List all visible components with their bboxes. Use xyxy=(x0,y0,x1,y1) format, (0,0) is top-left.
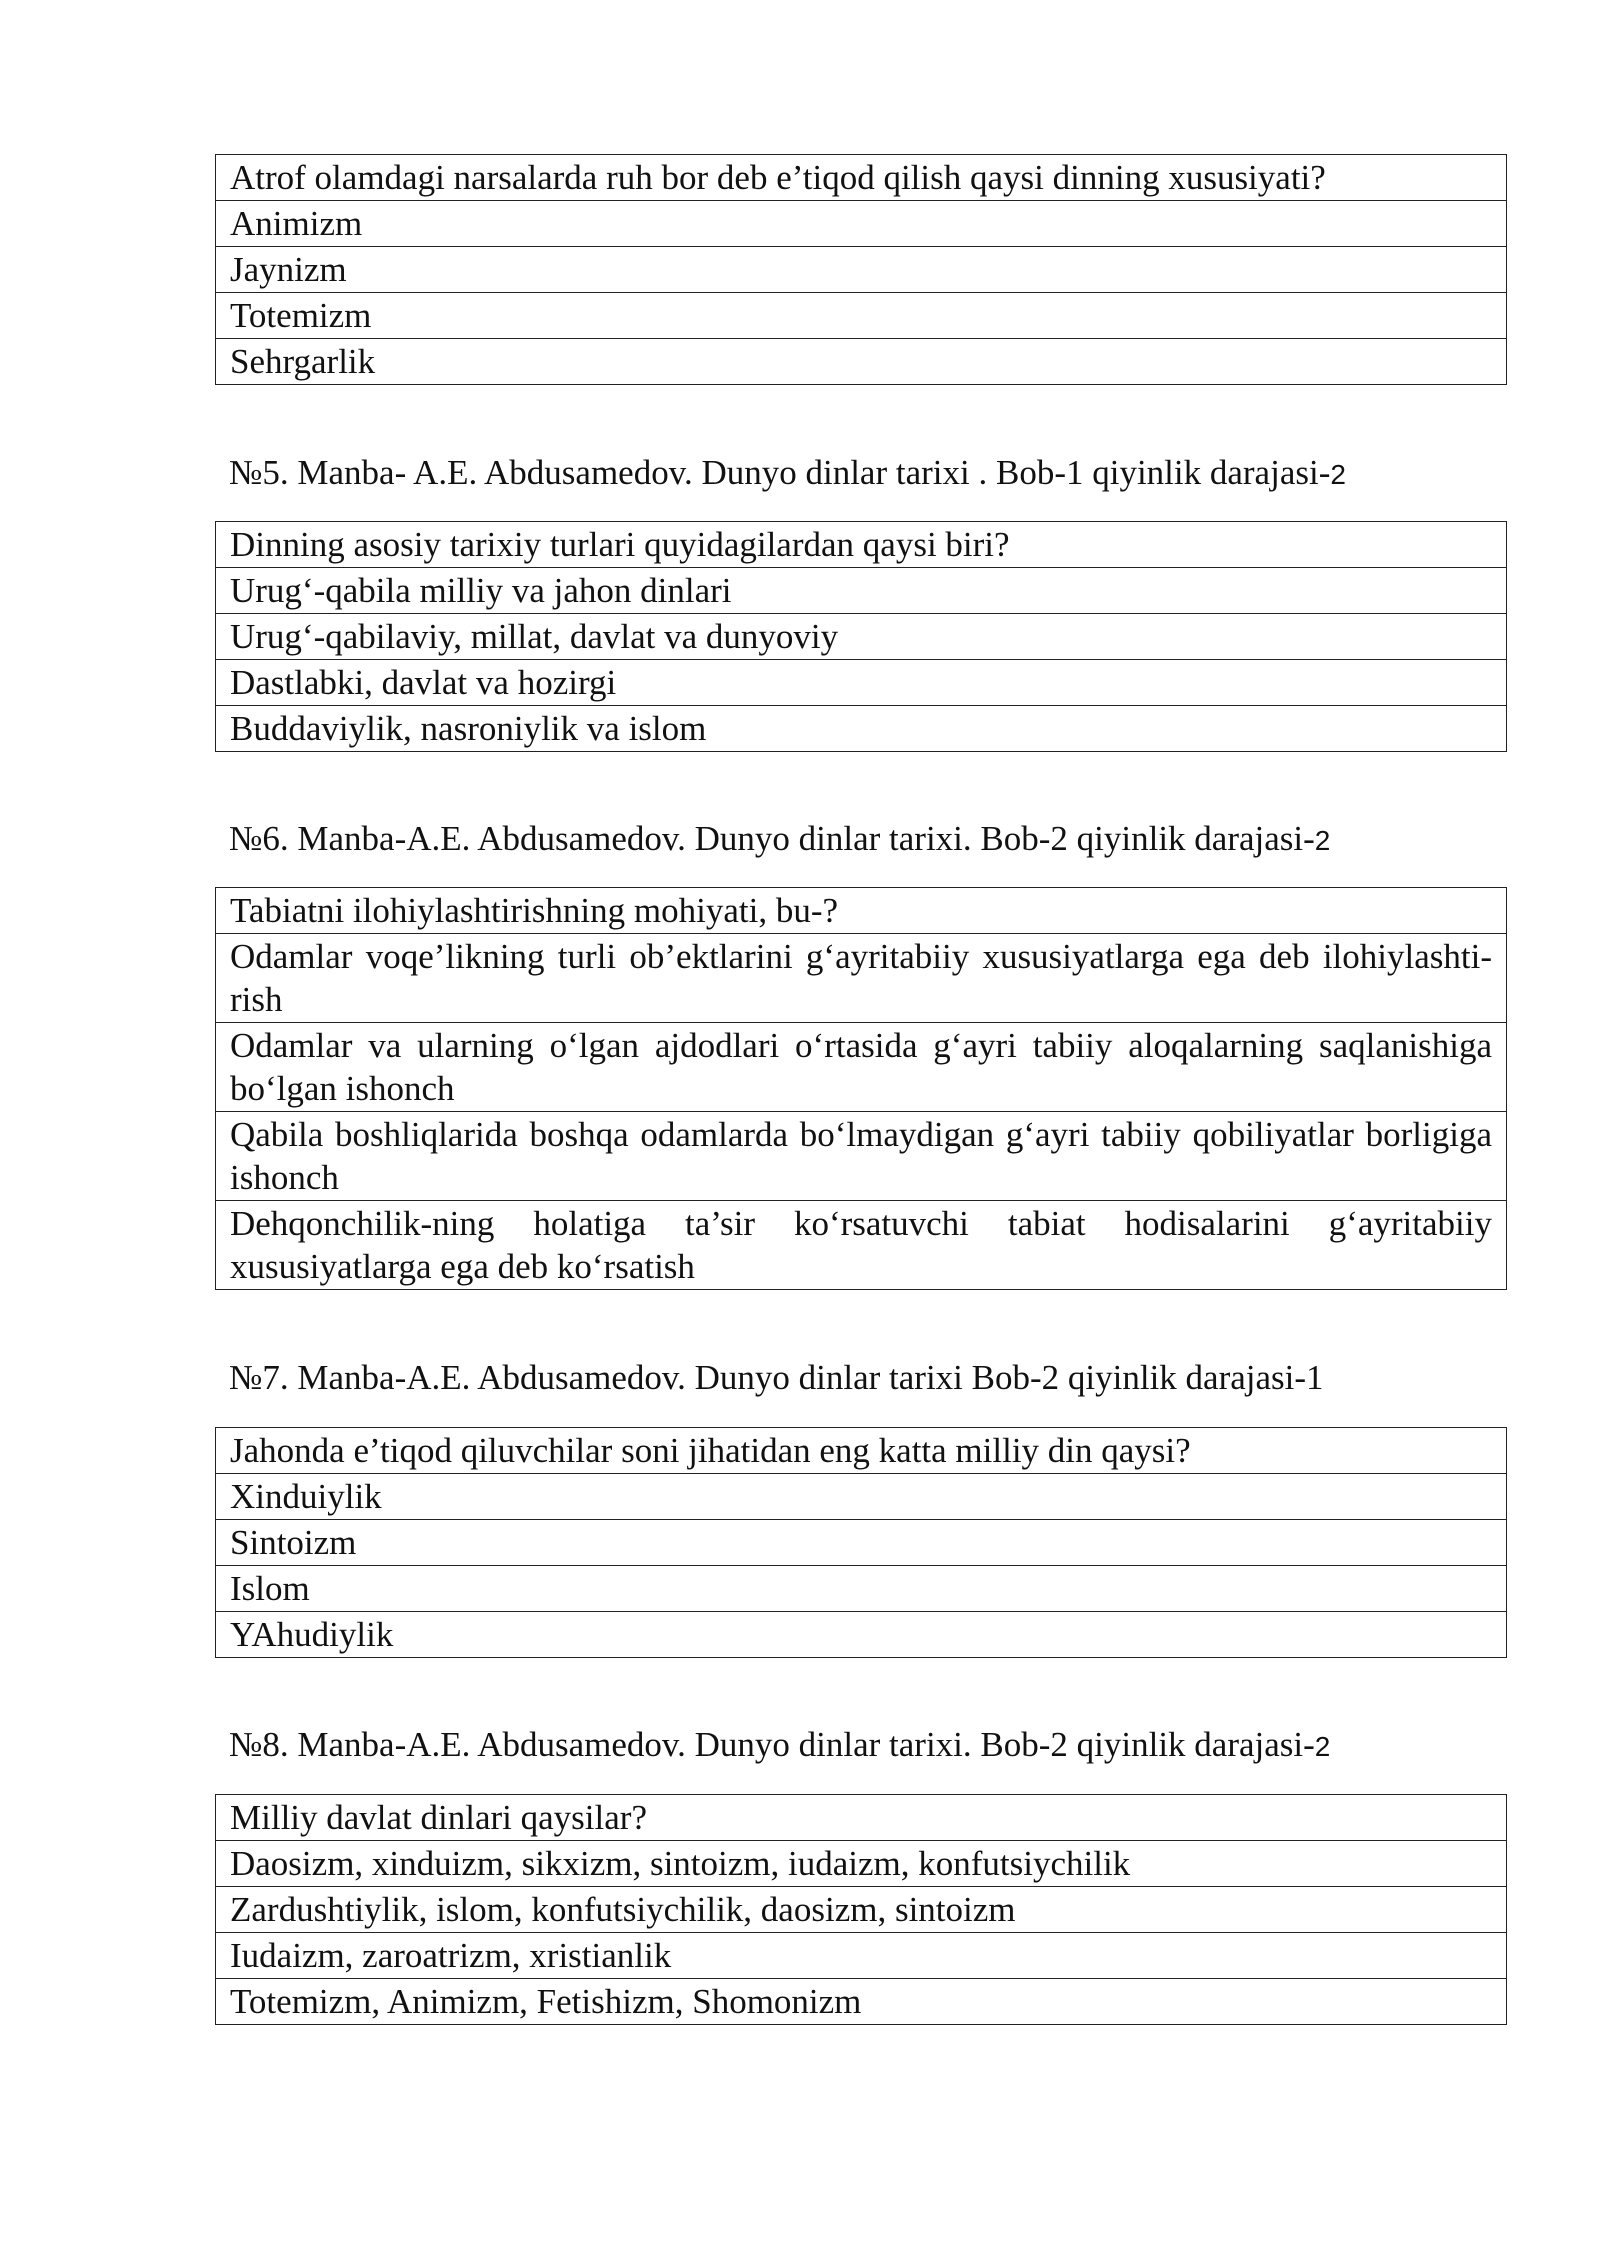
answer-option: Iudaizm, zaroatrizm, xristianlik xyxy=(216,1933,1507,1979)
question-text: Milliy davlat dinlari qaysilar? xyxy=(216,1795,1507,1841)
question-heading-7 xyxy=(229,1357,1324,1401)
answer-option: Urug‘-qabilaviy, millat, davlat va dunyoviy xyxy=(216,614,1507,660)
answer-option: Jaynizm xyxy=(216,247,1507,293)
question-heading-5 xyxy=(229,452,1346,496)
answer-option: Dehqonchilik-ning holatiga ta’sir ko‘rsatuvchi tabiat hodisalarini g‘ayritabiiy xususiyatlarga ega deb ko‘rsatish xyxy=(216,1201,1507,1290)
difficulty-level: 2 xyxy=(1330,459,1346,490)
heading-text: №7. Manba-A.E. Abdusamedov. Dunyo dinlar tarixi Bob-2 qiyinlik darajasi-1 xyxy=(229,1358,1324,1397)
answer-option: Dastlabki, davlat va hozirgi xyxy=(216,660,1507,706)
question-text: Dinning asosiy tarixiy turlari quyidagilardan qaysi biri? xyxy=(216,522,1507,568)
answer-option: Xinduiylik xyxy=(216,1474,1507,1520)
heading-text: №8. Manba-A.E. Abdusamedov. Dunyo dinlar tarixi. Bob-2 qiyinlik darajasi- xyxy=(229,1725,1315,1764)
difficulty-level: 2 xyxy=(1314,825,1331,856)
question-text: Tabiatni ilohiylashtirishning mohiyati, bu-? xyxy=(216,888,1507,934)
heading-text: №5. Manba- A.E. Abdusamedov. Dunyo dinlar tarixi . Bob-1 qiyinlik darajasi- xyxy=(229,453,1331,492)
question-table-5 xyxy=(215,521,1507,752)
question-heading-8 xyxy=(229,1724,1330,1768)
answer-option: Qabila boshliqlarida boshqa odamlarda bo‘lmaydigan g‘ayri tabiiy qobiliyatlar borligiga ishonch xyxy=(216,1112,1507,1201)
question-text: Jahonda e’tiqod qiluvchilar soni jihatidan eng katta milliy din qaysi? xyxy=(216,1428,1507,1474)
question-table-6 xyxy=(215,887,1507,1290)
answer-option: Odamlar voqe’likning turli ob’ektlarini g‘ayritabiiy xususiyatlarga ega deb ilohiylashti-rish xyxy=(216,934,1507,1023)
answer-option: Sehrgarlik xyxy=(216,339,1507,385)
answer-option: Buddaviylik, nasroniylik va islom xyxy=(216,706,1507,752)
answer-option: Zardushtiylik, islom, konfutsiychilik, daosizm, sintoizm xyxy=(216,1887,1507,1933)
question-table-1 xyxy=(215,154,1507,385)
answer-option: YAhudiylik xyxy=(216,1612,1507,1658)
answer-option: Animizm xyxy=(216,201,1507,247)
answer-option: Odamlar va ularning o‘lgan ajdodlari o‘rtasida g‘ayri tabiiy aloqalarning saqlanishiga bo‘lgan ishonch xyxy=(216,1023,1507,1112)
answer-option: Urug‘-qabila milliy va jahon dinlari xyxy=(216,568,1507,614)
question-table-7 xyxy=(215,1427,1507,1658)
question-heading-6 xyxy=(229,818,1330,862)
question-text: Atrof olamdagi narsalarda ruh bor deb e’tiqod qilish qaysi dinning xususiyati? xyxy=(216,155,1507,201)
answer-option: Totemizm, Animizm, Fetishizm, Shomonizm xyxy=(216,1979,1507,2025)
answer-option: Daosizm, xinduizm, sikxizm, sintoizm, iudaizm, konfutsiychilik xyxy=(216,1841,1507,1887)
answer-option: Islom xyxy=(216,1566,1507,1612)
answer-option: Totemizm xyxy=(216,293,1507,339)
heading-text: №6. Manba-A.E. Abdusamedov. Dunyo dinlar tarixi. Bob-2 qiyinlik darajasi- xyxy=(229,819,1315,858)
answer-option: Sintoizm xyxy=(216,1520,1507,1566)
question-table-8 xyxy=(215,1794,1507,2025)
difficulty-level: 2 xyxy=(1314,1731,1331,1762)
